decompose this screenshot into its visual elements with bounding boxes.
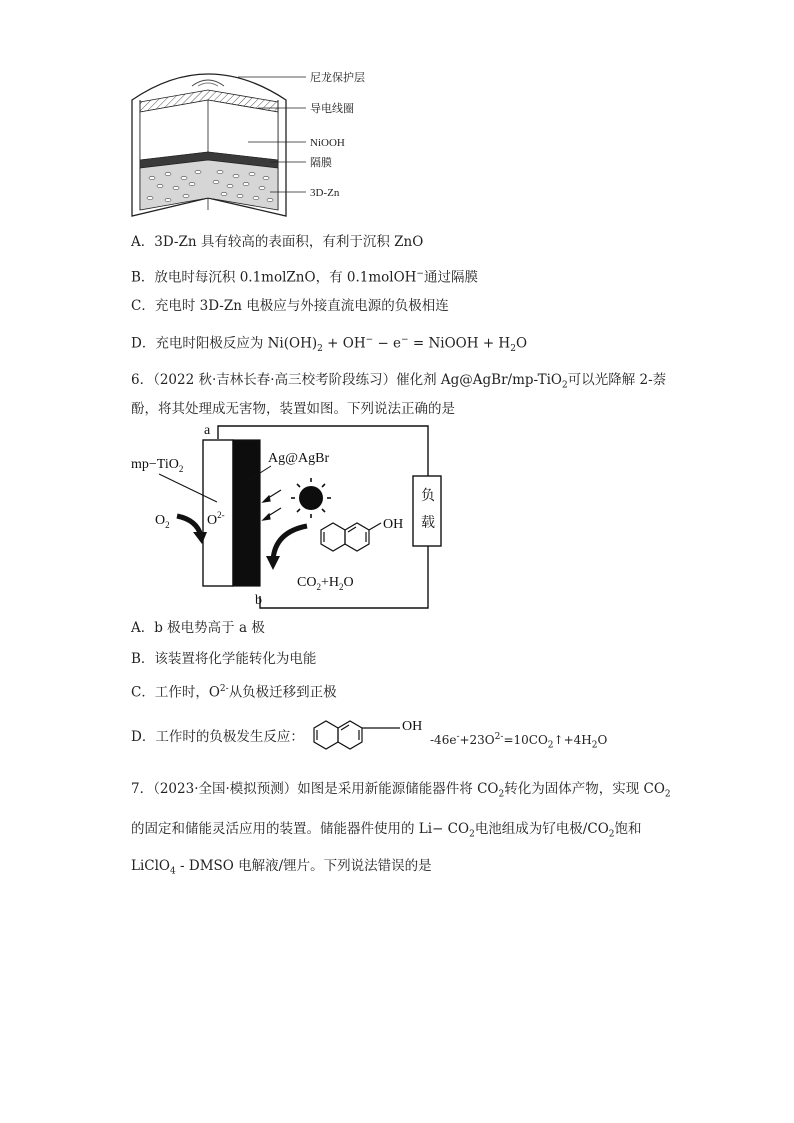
electrode-a-label: a bbox=[204, 423, 211, 438]
o2-minus-label: $O^{2-}$ bbox=[207, 510, 225, 528]
label-3dzn: 3D-Zn bbox=[310, 187, 340, 199]
o2-label: $O_2$ bbox=[155, 513, 170, 530]
label-nylon-layer: 尼龙保护层 bbox=[310, 72, 365, 84]
q6-option-d-equation: $-46e^-+23O^{2-}=10CO_2↑+4H_2O$ bbox=[430, 732, 608, 751]
q7-stem-line1: 7．（2023·全国·模拟预测）如图是采用新能源储能器件将 $CO_2$转化为固体产物，实现 $CO_2$ bbox=[131, 781, 671, 800]
load-char-1: 负 bbox=[421, 489, 435, 504]
q5-option-a: A．3D-Zn 具有较高的表面积，有利于沉积 ZnO bbox=[131, 234, 424, 250]
q7-stem-line2: 的固定和储能灵活应用的装置。储能器件使用的 $Li- CO_2$电池组成为钌电极$/CO_2$饱和 bbox=[131, 821, 642, 840]
q7-stem-line3: LiClO$_4$ - DMSO 电解液/锂片。下列说法错误的是 bbox=[131, 858, 432, 877]
load-char-2: 载 bbox=[421, 516, 435, 531]
q5-option-c: C．充电时 3D-Zn 电极应与外接直流电源的负极相连 bbox=[131, 298, 449, 314]
battery-diagram bbox=[120, 60, 380, 222]
q6-option-b: B．该装置将化学能转化为电能 bbox=[131, 651, 317, 667]
q6-stem-line2: 酚，将其处理成无害物，装置如图。下列说法正确的是 bbox=[131, 401, 455, 417]
sun-icon bbox=[291, 478, 331, 518]
ag-agbr-label: Ag@AgBr bbox=[268, 451, 330, 466]
label-niooh: NiOOH bbox=[310, 137, 345, 149]
photocatalysis-device-diagram bbox=[125, 420, 445, 615]
label-separator: 隔膜 bbox=[310, 157, 332, 169]
electrode-b-label: b bbox=[255, 593, 262, 608]
q6-option-a: A．b 极电势高于 a 极 bbox=[131, 620, 265, 636]
q6-option-c: C．工作时，$O^{2-}$从负极迁移到正极 bbox=[131, 684, 337, 701]
naphthol-structure-small bbox=[308, 712, 436, 756]
mp-tio2-label: mp−TiO$_2$ bbox=[131, 457, 184, 474]
co2-h2o-label: $CO_2+H_2O$ bbox=[297, 575, 354, 592]
label-coil: 导电线圈 bbox=[310, 103, 354, 115]
q6-stem-line1: 6．（2022 秋·吉林长春·高三校考阶段练习）催化剂 Ag@AgBr/mp-TiO$_2$可以光降解 2-萘 bbox=[131, 372, 667, 391]
q5-option-b: B．放电时每沉积 0.1molZnO，有 0.1molOH−通过隔膜 bbox=[131, 269, 478, 286]
oh-label: OH bbox=[383, 517, 404, 532]
q5-option-d: D．充电时阳极反应为 $Ni(OH)_2 + OH^- - e^-$ = NiOOH + $H_2O$ bbox=[131, 335, 528, 355]
q6-option-d-prefix: D．工作时的负极发生反应： bbox=[131, 729, 304, 745]
naphthol-structure bbox=[321, 523, 381, 551]
d-option-oh: OH bbox=[402, 719, 423, 734]
